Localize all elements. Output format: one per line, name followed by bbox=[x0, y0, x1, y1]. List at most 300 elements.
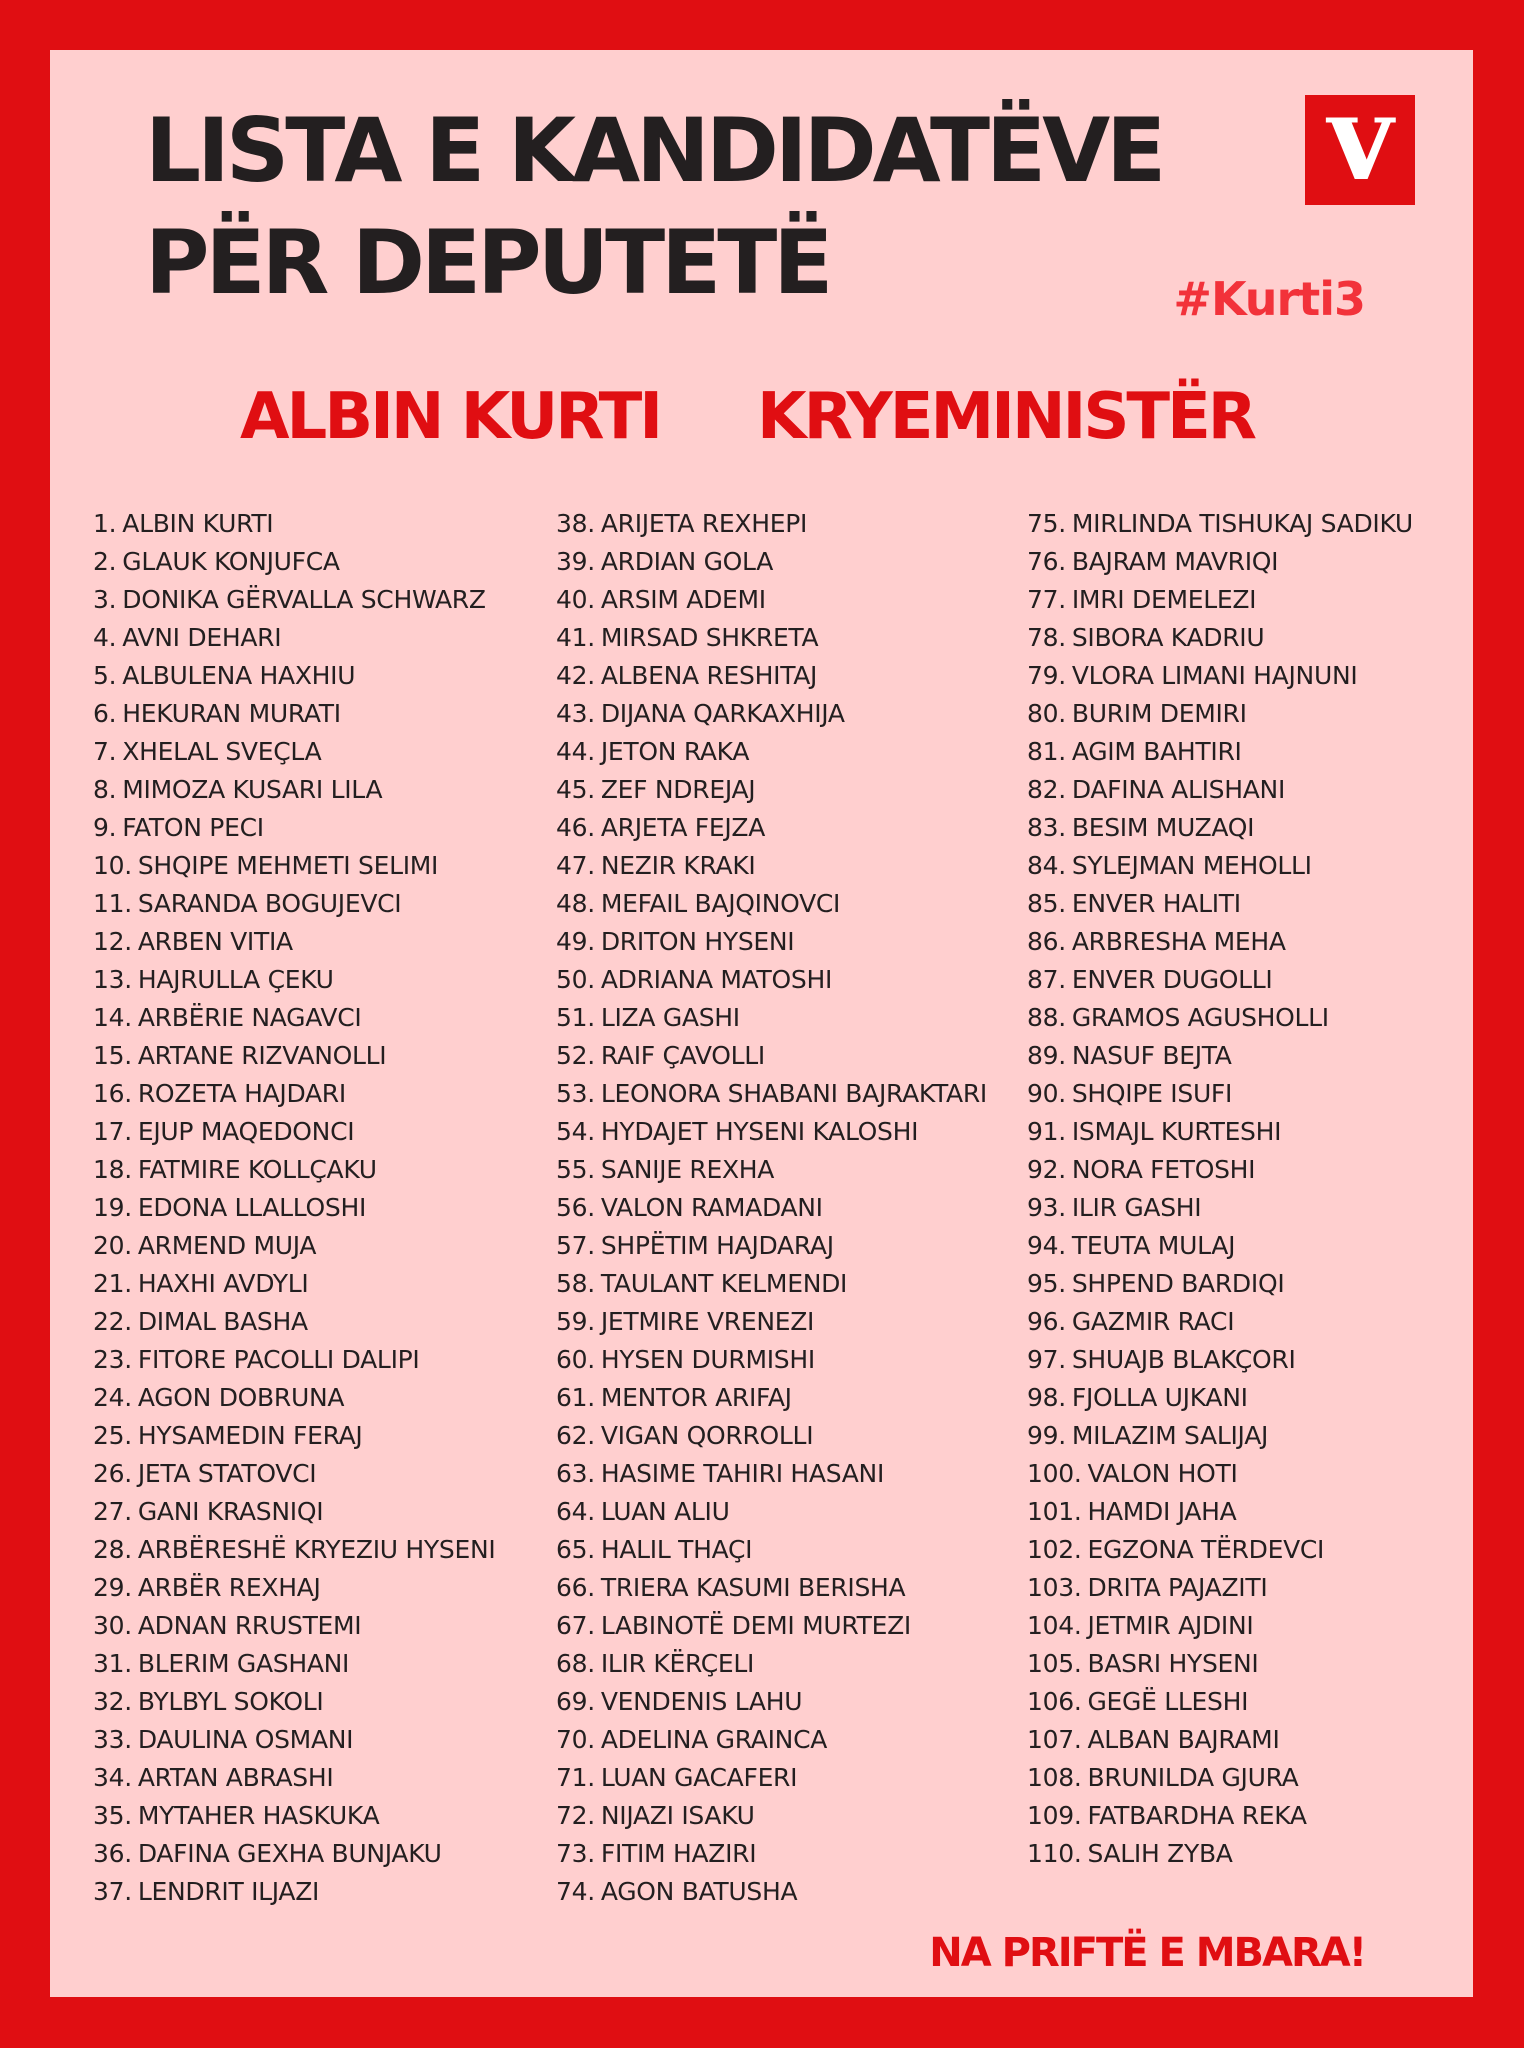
candidate-number: 79. bbox=[1027, 661, 1066, 690]
candidate-item bbox=[93, 1645, 495, 1683]
candidate-number: 38. bbox=[556, 509, 595, 538]
candidate-item bbox=[93, 1683, 495, 1721]
candidate-number: 15. bbox=[93, 1041, 132, 1070]
candidate-name: GANI KRASNIQI bbox=[137, 1497, 324, 1526]
candidate-item bbox=[1027, 847, 1413, 885]
candidate-name: SALIH ZYBA bbox=[1087, 1839, 1233, 1868]
candidate-name: MIMOZA KUSARI LILA bbox=[122, 775, 383, 804]
candidate-name: LUAN GACAFERI bbox=[600, 1763, 798, 1792]
candidate-name: DAFINA GEXHA BUNJAKU bbox=[137, 1839, 442, 1868]
candidate-name: HASIME TAHIRI HASANI bbox=[600, 1459, 885, 1488]
candidate-number: 2. bbox=[93, 547, 117, 576]
candidate-name: FATON PECI bbox=[122, 813, 264, 842]
candidate-name: NEZIR KRAKI bbox=[600, 851, 756, 880]
candidate-item bbox=[556, 1645, 987, 1683]
candidate-name: ALBENA RESHITAJ bbox=[600, 661, 818, 690]
candidate-item bbox=[93, 1455, 495, 1493]
candidate-number: 31. bbox=[93, 1649, 132, 1678]
candidate-name: ENVER HALITI bbox=[1071, 889, 1241, 918]
pm-candidate-name: ALBIN KURTI bbox=[240, 380, 661, 454]
candidate-number: 101. bbox=[1027, 1497, 1082, 1526]
candidate-name: ZEF NDREJAJ bbox=[600, 775, 756, 804]
candidate-name: VALON HOTI bbox=[1087, 1459, 1238, 1488]
candidate-item bbox=[556, 581, 987, 619]
candidate-name: ILIR GASHI bbox=[1071, 1193, 1202, 1222]
candidate-number: 57. bbox=[556, 1231, 595, 1260]
candidate-name: AGON DOBRUNA bbox=[137, 1383, 345, 1412]
candidate-item bbox=[1027, 961, 1413, 999]
candidate-name: ARJETA FEJZA bbox=[600, 813, 766, 842]
candidate-number: 82. bbox=[1027, 775, 1066, 804]
candidate-name: ARBËRESHË KRYEZIU HYSENI bbox=[137, 1535, 496, 1564]
candidate-item bbox=[556, 619, 987, 657]
candidate-name: LENDRIT ILJAZI bbox=[137, 1877, 320, 1906]
candidate-name: HYDAJET HYSENI KALOSHI bbox=[600, 1117, 919, 1146]
candidate-item bbox=[93, 1873, 495, 1911]
candidate-number: 46. bbox=[556, 813, 595, 842]
candidate-name: GEGË LLESHI bbox=[1087, 1687, 1249, 1716]
candidate-item bbox=[1027, 1303, 1413, 1341]
candidate-name: DRITON HYSENI bbox=[600, 927, 795, 956]
candidate-number: 86. bbox=[1027, 927, 1066, 956]
candidate-name: BURIM DEMIRI bbox=[1071, 699, 1247, 728]
candidate-item bbox=[556, 1189, 987, 1227]
pm-candidate-role: KRYEMINISTËR bbox=[757, 380, 1255, 454]
candidate-item bbox=[1027, 1721, 1413, 1759]
candidate-name: ADRIANA MATOSHI bbox=[600, 965, 833, 994]
candidate-name: HEKURAN MURATI bbox=[122, 699, 341, 728]
candidate-item bbox=[556, 1607, 987, 1645]
candidate-item bbox=[556, 1835, 987, 1873]
candidate-number: 52. bbox=[556, 1041, 595, 1070]
candidate-item bbox=[556, 1075, 987, 1113]
candidate-number: 98. bbox=[1027, 1383, 1066, 1412]
candidate-number: 90. bbox=[1027, 1079, 1066, 1108]
candidate-item bbox=[556, 809, 987, 847]
candidate-item bbox=[556, 695, 987, 733]
candidate-item bbox=[1027, 1569, 1413, 1607]
candidate-name: SYLEJMAN MEHOLLI bbox=[1071, 851, 1312, 880]
candidate-number: 55. bbox=[556, 1155, 595, 1184]
candidate-name: LIZA GASHI bbox=[600, 1003, 740, 1032]
candidate-name: HAMDI JAHA bbox=[1087, 1497, 1237, 1526]
candidate-number: 40. bbox=[556, 585, 595, 614]
candidate-number: 51. bbox=[556, 1003, 595, 1032]
candidate-number: 93. bbox=[1027, 1193, 1066, 1222]
candidate-name: IMRI DEMELEZI bbox=[1071, 585, 1257, 614]
candidate-item bbox=[556, 1797, 987, 1835]
candidate-item bbox=[93, 1151, 495, 1189]
candidate-item bbox=[556, 1759, 987, 1797]
candidate-number: 94. bbox=[1027, 1231, 1066, 1260]
candidate-item bbox=[556, 1531, 987, 1569]
candidate-item bbox=[556, 1493, 987, 1531]
candidate-item bbox=[93, 923, 495, 961]
candidate-name: JETA STATOVCI bbox=[137, 1459, 317, 1488]
candidate-name: TEUTA MULAJ bbox=[1071, 1231, 1236, 1260]
candidate-name: GRAMOS AGUSHOLLI bbox=[1071, 1003, 1329, 1032]
candidate-item bbox=[556, 1379, 987, 1417]
candidate-number: 104. bbox=[1027, 1611, 1082, 1640]
candidate-name: BESIM MUZAQI bbox=[1071, 813, 1255, 842]
candidate-item bbox=[1027, 1493, 1413, 1531]
candidate-number: 83. bbox=[1027, 813, 1066, 842]
candidate-name: FATBARDHA REKA bbox=[1087, 1801, 1307, 1830]
candidate-number: 56. bbox=[556, 1193, 595, 1222]
candidate-number: 5. bbox=[93, 661, 117, 690]
candidate-name: ARIJETA REXHEPI bbox=[600, 509, 808, 538]
candidate-number: 27. bbox=[93, 1497, 132, 1526]
page-title bbox=[145, 95, 1162, 319]
candidate-name: ARTAN ABRASHI bbox=[137, 1763, 334, 1792]
candidate-name: ARSIM ADEMI bbox=[600, 585, 766, 614]
candidate-item bbox=[1027, 619, 1413, 657]
candidate-number: 29. bbox=[93, 1573, 132, 1602]
candidate-name: DAULINA OSMANI bbox=[137, 1725, 354, 1754]
candidate-name: DIJANA QARKAXHIJA bbox=[600, 699, 845, 728]
candidate-name: SHQIPE MEHMETI SELIMI bbox=[137, 851, 439, 880]
candidate-name: FITIM HAZIRI bbox=[600, 1839, 757, 1868]
candidate-item bbox=[556, 961, 987, 999]
candidate-name: BYLBYL SOKOLI bbox=[137, 1687, 324, 1716]
candidate-item bbox=[556, 1721, 987, 1759]
candidate-number: 110. bbox=[1027, 1839, 1082, 1868]
candidate-name: BASRI HYSENI bbox=[1087, 1649, 1259, 1678]
candidate-name: SHPEND BARDIQI bbox=[1071, 1269, 1285, 1298]
candidate-name: ROZETA HAJDARI bbox=[137, 1079, 346, 1108]
candidate-name: TRIERA KASUMI BERISHA bbox=[600, 1573, 906, 1602]
candidate-number: 71. bbox=[556, 1763, 595, 1792]
candidate-number: 88. bbox=[1027, 1003, 1066, 1032]
candidate-number: 95. bbox=[1027, 1269, 1066, 1298]
candidate-item bbox=[93, 581, 495, 619]
candidate-item bbox=[93, 1569, 495, 1607]
candidate-item bbox=[1027, 1341, 1413, 1379]
candidate-name: MIRSAD SHKRETA bbox=[600, 623, 819, 652]
candidate-column-3 bbox=[1027, 505, 1413, 1873]
candidate-number: 103. bbox=[1027, 1573, 1082, 1602]
candidate-item bbox=[1027, 1151, 1413, 1189]
candidate-item bbox=[556, 1455, 987, 1493]
candidate-name: SIBORA KADRIU bbox=[1071, 623, 1265, 652]
candidate-item bbox=[93, 505, 495, 543]
candidate-item bbox=[1027, 505, 1413, 543]
candidate-item bbox=[1027, 771, 1413, 809]
candidate-number: 61. bbox=[556, 1383, 595, 1412]
candidate-name: ILIR KËRÇELI bbox=[600, 1649, 755, 1678]
candidate-item bbox=[556, 847, 987, 885]
candidate-item bbox=[556, 1341, 987, 1379]
candidate-item bbox=[93, 885, 495, 923]
candidate-item bbox=[93, 809, 495, 847]
candidate-name: NORA FETOSHI bbox=[1071, 1155, 1256, 1184]
candidate-number: 49. bbox=[556, 927, 595, 956]
candidate-number: 17. bbox=[93, 1117, 132, 1146]
candidate-item bbox=[93, 1835, 495, 1873]
candidate-name: GLAUK KONJUFCA bbox=[122, 547, 340, 576]
candidate-item bbox=[556, 657, 987, 695]
candidate-number: 36. bbox=[93, 1839, 132, 1868]
candidate-number: 43. bbox=[556, 699, 595, 728]
candidate-name: SHUAJB BLAKÇORI bbox=[1071, 1345, 1296, 1374]
candidate-number: 24. bbox=[93, 1383, 132, 1412]
candidate-item bbox=[556, 1569, 987, 1607]
candidate-item bbox=[1027, 809, 1413, 847]
candidate-name: VIGAN QORROLLI bbox=[600, 1421, 814, 1450]
candidate-item bbox=[93, 1759, 495, 1797]
candidate-name: GAZMIR RACI bbox=[1071, 1307, 1235, 1336]
candidate-item bbox=[1027, 1227, 1413, 1265]
candidate-item bbox=[556, 1151, 987, 1189]
candidate-item bbox=[1027, 1113, 1413, 1151]
candidate-item bbox=[1027, 695, 1413, 733]
candidate-number: 92. bbox=[1027, 1155, 1066, 1184]
candidate-item bbox=[1027, 657, 1413, 695]
candidate-number: 6. bbox=[93, 699, 117, 728]
candidate-item bbox=[93, 1265, 495, 1303]
candidate-number: 77. bbox=[1027, 585, 1066, 614]
candidate-number: 42. bbox=[556, 661, 595, 690]
candidate-number: 60. bbox=[556, 1345, 595, 1374]
candidate-number: 105. bbox=[1027, 1649, 1082, 1678]
candidate-name: MYTAHER HASKUKA bbox=[137, 1801, 380, 1830]
candidate-item bbox=[93, 733, 495, 771]
candidate-number: 102. bbox=[1027, 1535, 1082, 1564]
candidate-name: SARANDA BOGUJEVCI bbox=[137, 889, 402, 918]
candidate-name: VALON RAMADANI bbox=[600, 1193, 823, 1222]
candidate-number: 76. bbox=[1027, 547, 1066, 576]
candidate-name: JETMIRE VRENEZI bbox=[600, 1307, 815, 1336]
candidate-number: 107. bbox=[1027, 1725, 1082, 1754]
title-line-2: PËR DEPUTETË bbox=[145, 211, 830, 314]
candidate-number: 32. bbox=[93, 1687, 132, 1716]
candidate-number: 108. bbox=[1027, 1763, 1082, 1792]
candidate-name: HAXHI AVDYLI bbox=[137, 1269, 309, 1298]
candidate-number: 69. bbox=[556, 1687, 595, 1716]
candidate-number: 100. bbox=[1027, 1459, 1082, 1488]
candidate-number: 41. bbox=[556, 623, 595, 652]
candidate-name: HALIL THAÇI bbox=[600, 1535, 753, 1564]
candidate-item bbox=[1027, 1607, 1413, 1645]
candidate-name: MIRLINDA TISHUKAJ SADIKU bbox=[1071, 509, 1413, 538]
candidate-number: 84. bbox=[1027, 851, 1066, 880]
candidate-number: 25. bbox=[93, 1421, 132, 1450]
candidate-item bbox=[93, 847, 495, 885]
candidate-number: 7. bbox=[93, 737, 117, 766]
candidate-number: 11. bbox=[93, 889, 132, 918]
slogan: NA PRIFTË E MBARA! bbox=[929, 1930, 1365, 1976]
candidate-number: 10. bbox=[93, 851, 132, 880]
candidate-number: 13. bbox=[93, 965, 132, 994]
candidate-number: 34. bbox=[93, 1763, 132, 1792]
candidate-item bbox=[1027, 1835, 1413, 1873]
candidate-name: ARMEND MUJA bbox=[137, 1231, 317, 1260]
candidate-name: AVNI DEHARI bbox=[122, 623, 282, 652]
candidate-name: FITORE PACOLLI DALIPI bbox=[137, 1345, 420, 1374]
candidate-number: 45. bbox=[556, 775, 595, 804]
candidate-number: 20. bbox=[93, 1231, 132, 1260]
candidate-number: 3. bbox=[93, 585, 117, 614]
candidate-name: RAIF ÇAVOLLI bbox=[600, 1041, 765, 1070]
v-logo-icon: V bbox=[1327, 100, 1393, 199]
candidate-item bbox=[556, 885, 987, 923]
candidate-name: ARBËR REXHAJ bbox=[137, 1573, 321, 1602]
candidate-number: 73. bbox=[556, 1839, 595, 1868]
candidate-number: 59. bbox=[556, 1307, 595, 1336]
hashtag: #Kurti3 bbox=[1173, 272, 1365, 326]
candidate-name: VENDENIS LAHU bbox=[600, 1687, 803, 1716]
candidate-name: EDONA LLALLOSHI bbox=[137, 1193, 367, 1222]
candidate-item bbox=[93, 1341, 495, 1379]
candidate-name: SHPËTIM HAJDARAJ bbox=[600, 1231, 834, 1260]
candidate-number: 39. bbox=[556, 547, 595, 576]
candidate-number: 8. bbox=[93, 775, 117, 804]
candidate-number: 33. bbox=[93, 1725, 132, 1754]
candidate-item bbox=[1027, 1645, 1413, 1683]
candidate-item bbox=[1027, 1531, 1413, 1569]
candidate-name: HYSEN DURMISHI bbox=[600, 1345, 815, 1374]
candidate-name: LABINOTË DEMI MURTEZI bbox=[600, 1611, 912, 1640]
candidate-number: 23. bbox=[93, 1345, 132, 1374]
candidate-item bbox=[93, 1303, 495, 1341]
candidate-item bbox=[556, 1303, 987, 1341]
candidate-item bbox=[556, 923, 987, 961]
candidate-number: 4. bbox=[93, 623, 117, 652]
candidate-number: 1. bbox=[93, 509, 117, 538]
candidate-name: NASUF BEJTA bbox=[1071, 1041, 1232, 1070]
candidate-number: 67. bbox=[556, 1611, 595, 1640]
candidate-number: 75. bbox=[1027, 509, 1066, 538]
candidate-item bbox=[1027, 1759, 1413, 1797]
candidate-number: 106. bbox=[1027, 1687, 1082, 1716]
candidate-item bbox=[93, 1379, 495, 1417]
candidate-item bbox=[93, 999, 495, 1037]
candidate-item bbox=[556, 1227, 987, 1265]
candidate-number: 19. bbox=[93, 1193, 132, 1222]
candidate-number: 21. bbox=[93, 1269, 132, 1298]
candidate-number: 91. bbox=[1027, 1117, 1066, 1146]
candidate-item bbox=[1027, 1379, 1413, 1417]
candidate-name: SHQIPE ISUFI bbox=[1071, 1079, 1233, 1108]
candidate-item bbox=[556, 1873, 987, 1911]
candidate-name: MILAZIM SALIJAJ bbox=[1071, 1421, 1269, 1450]
candidate-name: MEFAIL BAJQINOVCI bbox=[600, 889, 841, 918]
candidate-name: MENTOR ARIFAJ bbox=[600, 1383, 792, 1412]
candidate-item bbox=[556, 1265, 987, 1303]
candidate-name: LEONORA SHABANI BAJRAKTARI bbox=[600, 1079, 988, 1108]
candidate-name: ALBIN KURTI bbox=[122, 509, 274, 538]
candidate-number: 78. bbox=[1027, 623, 1066, 652]
candidate-item bbox=[93, 1189, 495, 1227]
candidate-name: ARDIAN GOLA bbox=[600, 547, 774, 576]
candidate-name: SANIJE REXHA bbox=[600, 1155, 775, 1184]
candidate-item bbox=[93, 619, 495, 657]
title-line-1: LISTA E KANDIDATËVE bbox=[145, 99, 1163, 202]
candidate-number: 18. bbox=[93, 1155, 132, 1184]
candidate-number: 12. bbox=[93, 927, 132, 956]
candidate-item bbox=[93, 543, 495, 581]
candidate-name: BAJRAM MAVRIQI bbox=[1071, 547, 1279, 576]
party-logo bbox=[1305, 95, 1415, 205]
candidate-item bbox=[1027, 581, 1413, 619]
candidate-item bbox=[556, 543, 987, 581]
candidate-item bbox=[93, 1721, 495, 1759]
candidate-name: ALBULENA HAXHIU bbox=[122, 661, 356, 690]
candidate-name: ENVER DUGOLLI bbox=[1071, 965, 1273, 994]
candidate-number: 87. bbox=[1027, 965, 1066, 994]
candidate-number: 30. bbox=[93, 1611, 132, 1640]
candidate-name: BRUNILDA GJURA bbox=[1087, 1763, 1299, 1792]
candidate-item bbox=[93, 1037, 495, 1075]
candidate-name: BLERIM GASHANI bbox=[137, 1649, 350, 1678]
candidate-item bbox=[93, 1607, 495, 1645]
candidate-item bbox=[93, 1075, 495, 1113]
candidate-number: 63. bbox=[556, 1459, 595, 1488]
candidate-item bbox=[1027, 1797, 1413, 1835]
candidate-number: 99. bbox=[1027, 1421, 1066, 1450]
candidate-name: DAFINA ALISHANI bbox=[1071, 775, 1286, 804]
candidate-name: AGIM BAHTIRI bbox=[1071, 737, 1242, 766]
candidate-name: EGZONA TËRDEVCI bbox=[1087, 1535, 1325, 1564]
candidate-number: 62. bbox=[556, 1421, 595, 1450]
candidate-number: 109. bbox=[1027, 1801, 1082, 1830]
candidate-name: HAJRULLA ÇEKU bbox=[137, 965, 334, 994]
candidate-item bbox=[1027, 1189, 1413, 1227]
candidate-name: AGON BATUSHA bbox=[600, 1877, 798, 1906]
candidate-item bbox=[556, 999, 987, 1037]
candidate-number: 85. bbox=[1027, 889, 1066, 918]
candidate-item bbox=[1027, 1037, 1413, 1075]
candidate-item bbox=[93, 771, 495, 809]
candidate-item bbox=[93, 695, 495, 733]
candidate-number: 14. bbox=[93, 1003, 132, 1032]
candidate-name: DIMAL BASHA bbox=[137, 1307, 308, 1336]
candidate-item bbox=[93, 961, 495, 999]
candidate-name: ARBRESHA MEHA bbox=[1071, 927, 1286, 956]
candidate-name: JETON RAKA bbox=[600, 737, 750, 766]
candidate-item bbox=[556, 1417, 987, 1455]
candidate-item bbox=[1027, 733, 1413, 771]
candidate-column-1 bbox=[93, 505, 495, 1911]
candidate-item bbox=[1027, 1417, 1413, 1455]
candidate-name: XHELAL SVEÇLA bbox=[122, 737, 322, 766]
candidate-name: ADNAN RRUSTEMI bbox=[137, 1611, 362, 1640]
candidate-item bbox=[93, 1797, 495, 1835]
candidate-item bbox=[556, 1037, 987, 1075]
candidate-number: 68. bbox=[556, 1649, 595, 1678]
candidate-number: 53. bbox=[556, 1079, 595, 1108]
candidate-number: 96. bbox=[1027, 1307, 1066, 1336]
candidate-item bbox=[93, 1113, 495, 1151]
candidate-name: ADELINA GRAINCA bbox=[600, 1725, 828, 1754]
candidate-item bbox=[556, 771, 987, 809]
candidate-number: 26. bbox=[93, 1459, 132, 1488]
candidate-name: ALBAN BAJRAMI bbox=[1087, 1725, 1280, 1754]
candidate-name: ISMAJL KURTESHI bbox=[1071, 1117, 1282, 1146]
candidate-number: 35. bbox=[93, 1801, 132, 1830]
candidate-number: 80. bbox=[1027, 699, 1066, 728]
candidate-number: 64. bbox=[556, 1497, 595, 1526]
candidate-number: 50. bbox=[556, 965, 595, 994]
candidate-number: 65. bbox=[556, 1535, 595, 1564]
candidate-number: 97. bbox=[1027, 1345, 1066, 1374]
candidate-item bbox=[93, 1417, 495, 1455]
candidate-name: DONIKA GËRVALLA SCHWARZ bbox=[122, 585, 486, 614]
candidate-name: DRITA PAJAZITI bbox=[1087, 1573, 1268, 1602]
poster-panel bbox=[50, 50, 1473, 1997]
candidate-number: 81. bbox=[1027, 737, 1066, 766]
candidate-number: 54. bbox=[556, 1117, 595, 1146]
